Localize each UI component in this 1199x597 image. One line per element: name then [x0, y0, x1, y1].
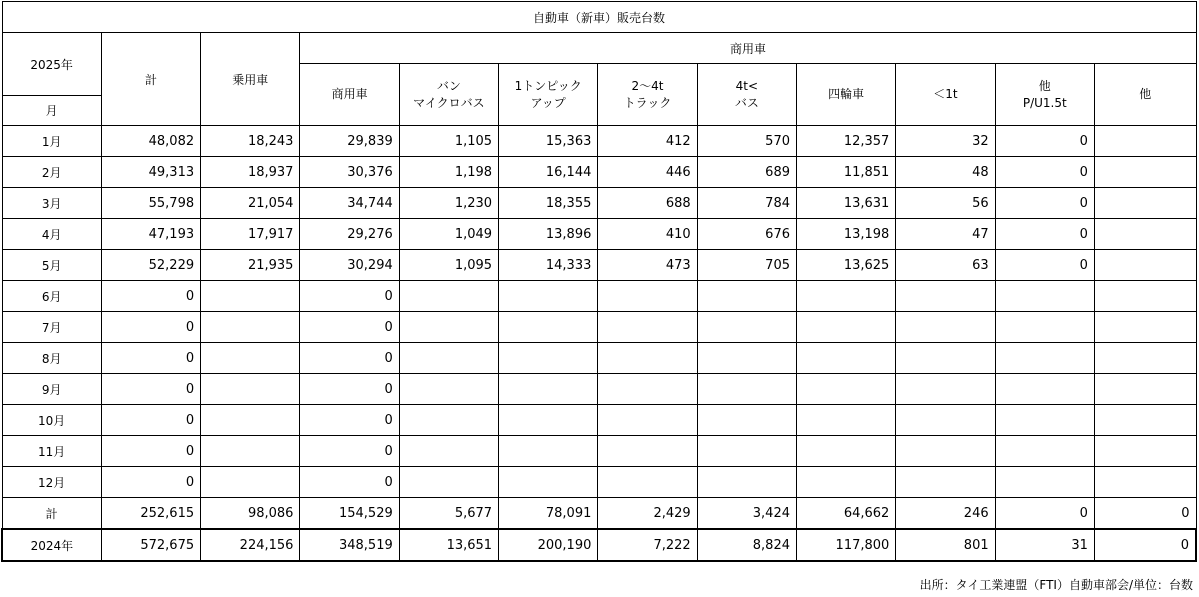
table-cell: 0 — [300, 281, 399, 312]
table-cell: 8,824 — [697, 529, 796, 561]
table-cell — [1094, 374, 1196, 405]
table-cell: 13,198 — [797, 219, 896, 250]
table-cell: 0 — [300, 312, 399, 343]
table-cell — [995, 312, 1094, 343]
table-cell: 13,631 — [797, 188, 896, 219]
table-cell — [499, 405, 598, 436]
table-cell — [399, 374, 498, 405]
table-cell: 7,222 — [598, 529, 697, 561]
table-cell — [201, 374, 300, 405]
subheader-line2: アップ — [530, 95, 566, 110]
table-cell: 18,355 — [499, 188, 598, 219]
table-cell — [995, 374, 1094, 405]
subheader-1 — [399, 64, 498, 126]
table-cell: 30,376 — [300, 157, 399, 188]
row-label: 12月 — [2, 467, 101, 498]
table-cell — [1094, 281, 1196, 312]
table-cell: 18,243 — [201, 126, 300, 157]
table-cell: 13,651 — [399, 529, 498, 561]
table-cell: 64,662 — [797, 498, 896, 530]
row-label: 7月 — [2, 312, 101, 343]
table-cell: 676 — [697, 219, 796, 250]
table-cell: 56 — [896, 188, 995, 219]
table-cell: 410 — [598, 219, 697, 250]
table-cell — [598, 436, 697, 467]
table-cell — [995, 405, 1094, 436]
table-cell — [399, 343, 498, 374]
table-cell — [1094, 405, 1196, 436]
table-cell: 1,095 — [399, 250, 498, 281]
table-cell — [201, 467, 300, 498]
subheader-line1: 他 — [1139, 87, 1152, 101]
table-cell: 224,156 — [201, 529, 300, 561]
table-cell — [399, 436, 498, 467]
table-cell: 0 — [995, 188, 1094, 219]
table-cell — [697, 281, 796, 312]
row-label: 8月 — [2, 343, 101, 374]
subheader-line2: P/U1.5t — [1022, 95, 1067, 110]
subheader-2 — [499, 64, 598, 126]
total-column-header: 計 — [101, 33, 200, 126]
table-cell: 200,190 — [499, 529, 598, 561]
table-cell — [1094, 126, 1196, 157]
table-cell — [697, 312, 796, 343]
table-cell: 13,896 — [499, 219, 598, 250]
previous-year-row — [2, 529, 1196, 561]
table-cell: 34,744 — [300, 188, 399, 219]
table-cell — [598, 374, 697, 405]
table-row — [2, 281, 1196, 312]
table-row — [2, 374, 1196, 405]
table-cell: 412 — [598, 126, 697, 157]
table-cell: 3,424 — [697, 498, 796, 530]
subheader-line1: ＜1t — [933, 87, 958, 101]
table-cell: 14,333 — [499, 250, 598, 281]
table-cell: 98,086 — [201, 498, 300, 530]
subheader-line2: トラック — [623, 95, 672, 110]
row-label: 11月 — [2, 436, 101, 467]
passenger-column-header: 乗用車 — [201, 33, 300, 126]
row-label: 3月 — [2, 188, 101, 219]
table-cell: 0 — [300, 343, 399, 374]
table-cell: 31 — [995, 529, 1094, 561]
table-cell: 0 — [101, 343, 200, 374]
table-cell — [499, 312, 598, 343]
table-cell: 29,839 — [300, 126, 399, 157]
table-cell — [797, 467, 896, 498]
table-cell: 16,144 — [499, 157, 598, 188]
row-label: 1月 — [2, 126, 101, 157]
source-note: 出所：タイ工業連盟（FTI）自動車部会/単位：台数 — [919, 578, 1193, 592]
table-cell: 63 — [896, 250, 995, 281]
table-cell: 784 — [697, 188, 796, 219]
table-cell: 0 — [995, 126, 1094, 157]
table-cell — [598, 281, 697, 312]
table-cell — [399, 405, 498, 436]
table-cell: 570 — [697, 126, 796, 157]
table-cell — [896, 343, 995, 374]
table-cell: 0 — [995, 250, 1094, 281]
table-cell — [995, 467, 1094, 498]
table-cell: 0 — [995, 498, 1094, 530]
table-row — [2, 157, 1196, 188]
table-row — [2, 312, 1196, 343]
subheader-4 — [697, 64, 796, 126]
table-cell: 688 — [598, 188, 697, 219]
table-cell — [1094, 250, 1196, 281]
table-cell: 32 — [896, 126, 995, 157]
table-cell — [598, 467, 697, 498]
table-cell: 252,615 — [101, 498, 200, 530]
table-cell: 0 — [101, 467, 200, 498]
table-row — [2, 405, 1196, 436]
table-cell — [797, 312, 896, 343]
table-cell — [995, 436, 1094, 467]
table-row — [2, 343, 1196, 374]
table-cell: 0 — [300, 436, 399, 467]
table-cell: 52,229 — [101, 250, 200, 281]
table-row — [2, 219, 1196, 250]
table-cell — [1094, 467, 1196, 498]
month-header: 月 — [2, 96, 101, 126]
subheader-7 — [995, 64, 1094, 126]
table-cell: 0 — [300, 374, 399, 405]
table-cell — [1094, 343, 1196, 374]
year-header: 2025年 — [2, 33, 101, 96]
table-cell — [995, 343, 1094, 374]
table-cell — [797, 436, 896, 467]
table-cell: 446 — [598, 157, 697, 188]
subheader-line2: バス — [734, 95, 759, 110]
table-cell: 11,851 — [797, 157, 896, 188]
table-cell — [995, 281, 1094, 312]
table-cell: 21,935 — [201, 250, 300, 281]
table-cell: 0 — [1094, 529, 1196, 561]
table-cell: 15,363 — [499, 126, 598, 157]
table-cell — [201, 281, 300, 312]
table-cell — [797, 374, 896, 405]
commercial-group-header: 商用車 — [300, 33, 1196, 64]
table-cell — [697, 436, 796, 467]
subheader-line1: バン — [436, 78, 461, 93]
table-cell — [697, 467, 796, 498]
table-cell: 55,798 — [101, 188, 200, 219]
table-cell — [697, 405, 796, 436]
table-cell — [896, 374, 995, 405]
table-cell — [896, 405, 995, 436]
row-label: 2024年 — [2, 529, 101, 561]
row-label: 2月 — [2, 157, 101, 188]
table-cell: 5,677 — [399, 498, 498, 530]
table-cell — [499, 281, 598, 312]
table-title: 自動車（新車）販売台数 — [2, 2, 1196, 33]
table-cell: 473 — [598, 250, 697, 281]
table-row — [2, 467, 1196, 498]
table-cell: 705 — [697, 250, 796, 281]
table-cell: 12,357 — [797, 126, 896, 157]
row-label: 4月 — [2, 219, 101, 250]
table-cell — [896, 312, 995, 343]
table-cell — [499, 467, 598, 498]
table-cell — [896, 281, 995, 312]
subheader-6 — [896, 64, 995, 126]
row-label: 10月 — [2, 405, 101, 436]
table-cell: 117,800 — [797, 529, 896, 561]
table-cell — [1094, 436, 1196, 467]
table-cell: 78,091 — [499, 498, 598, 530]
subheader-8 — [1094, 64, 1196, 126]
table-cell: 29,276 — [300, 219, 399, 250]
table-cell — [1094, 157, 1196, 188]
table-cell: 0 — [995, 219, 1094, 250]
table-cell — [1094, 188, 1196, 219]
table-cell: 0 — [1094, 498, 1196, 530]
table-cell — [499, 374, 598, 405]
table-cell: 17,917 — [201, 219, 300, 250]
table-cell: 30,294 — [300, 250, 399, 281]
subheader-line2: マイクロバス — [413, 95, 485, 110]
table-cell: 47 — [896, 219, 995, 250]
subheader-line1: 4t< — [735, 78, 759, 93]
table-cell: 689 — [697, 157, 796, 188]
subheader-line1: 商用車 — [331, 87, 368, 101]
table-row — [2, 436, 1196, 467]
table-cell: 0 — [101, 436, 200, 467]
table-cell — [201, 436, 300, 467]
table-cell — [598, 343, 697, 374]
table-cell: 154,529 — [300, 498, 399, 530]
subheader-line1: 四輪車 — [828, 87, 865, 101]
table-cell: 348,519 — [300, 529, 399, 561]
subheader-5 — [797, 64, 896, 126]
table-cell: 0 — [300, 467, 399, 498]
row-label: 9月 — [2, 374, 101, 405]
table-cell — [201, 312, 300, 343]
table-cell — [499, 436, 598, 467]
table-cell: 1,198 — [399, 157, 498, 188]
table-cell: 0 — [101, 374, 200, 405]
table-cell: 13,625 — [797, 250, 896, 281]
table-cell — [399, 312, 498, 343]
table-cell — [399, 467, 498, 498]
table-cell — [697, 374, 796, 405]
table-cell — [598, 405, 697, 436]
table-cell: 2,429 — [598, 498, 697, 530]
table-cell — [499, 343, 598, 374]
table-row — [2, 250, 1196, 281]
table-cell — [697, 343, 796, 374]
table-cell: 18,937 — [201, 157, 300, 188]
table-cell — [399, 281, 498, 312]
table-cell: 49,313 — [101, 157, 200, 188]
subheader-3 — [598, 64, 697, 126]
total-row — [2, 498, 1196, 530]
table-cell: 0 — [101, 405, 200, 436]
row-label: 5月 — [2, 250, 101, 281]
table-cell: 0 — [101, 312, 200, 343]
table-cell — [598, 312, 697, 343]
table-cell: 572,675 — [101, 529, 200, 561]
table-row — [2, 126, 1196, 157]
table-cell — [1094, 219, 1196, 250]
row-label: 6月 — [2, 281, 101, 312]
table-cell: 0 — [300, 405, 399, 436]
subheader-line1: 1トンピック — [514, 78, 582, 93]
table-cell: 0 — [995, 157, 1094, 188]
table-cell: 47,193 — [101, 219, 200, 250]
table-cell — [896, 436, 995, 467]
table-cell — [797, 281, 896, 312]
table-cell: 21,054 — [201, 188, 300, 219]
table-cell: 1,230 — [399, 188, 498, 219]
subheader-0 — [300, 64, 399, 126]
sales-table — [1, 1, 1197, 562]
table-cell: 246 — [896, 498, 995, 530]
table-cell: 1,049 — [399, 219, 498, 250]
table-cell: 48 — [896, 157, 995, 188]
subheader-line1: 2〜4t — [631, 78, 664, 93]
table-cell: 0 — [101, 281, 200, 312]
table-cell — [1094, 312, 1196, 343]
table-cell — [797, 343, 896, 374]
table-cell: 801 — [896, 529, 995, 561]
row-label: 計 — [2, 498, 101, 530]
table-row — [2, 188, 1196, 219]
table-cell — [201, 405, 300, 436]
table-cell: 48,082 — [101, 126, 200, 157]
table-cell — [896, 467, 995, 498]
table-cell — [797, 405, 896, 436]
table-cell — [201, 343, 300, 374]
table-cell: 1,105 — [399, 126, 498, 157]
subheader-line1: 他 — [1038, 78, 1051, 93]
